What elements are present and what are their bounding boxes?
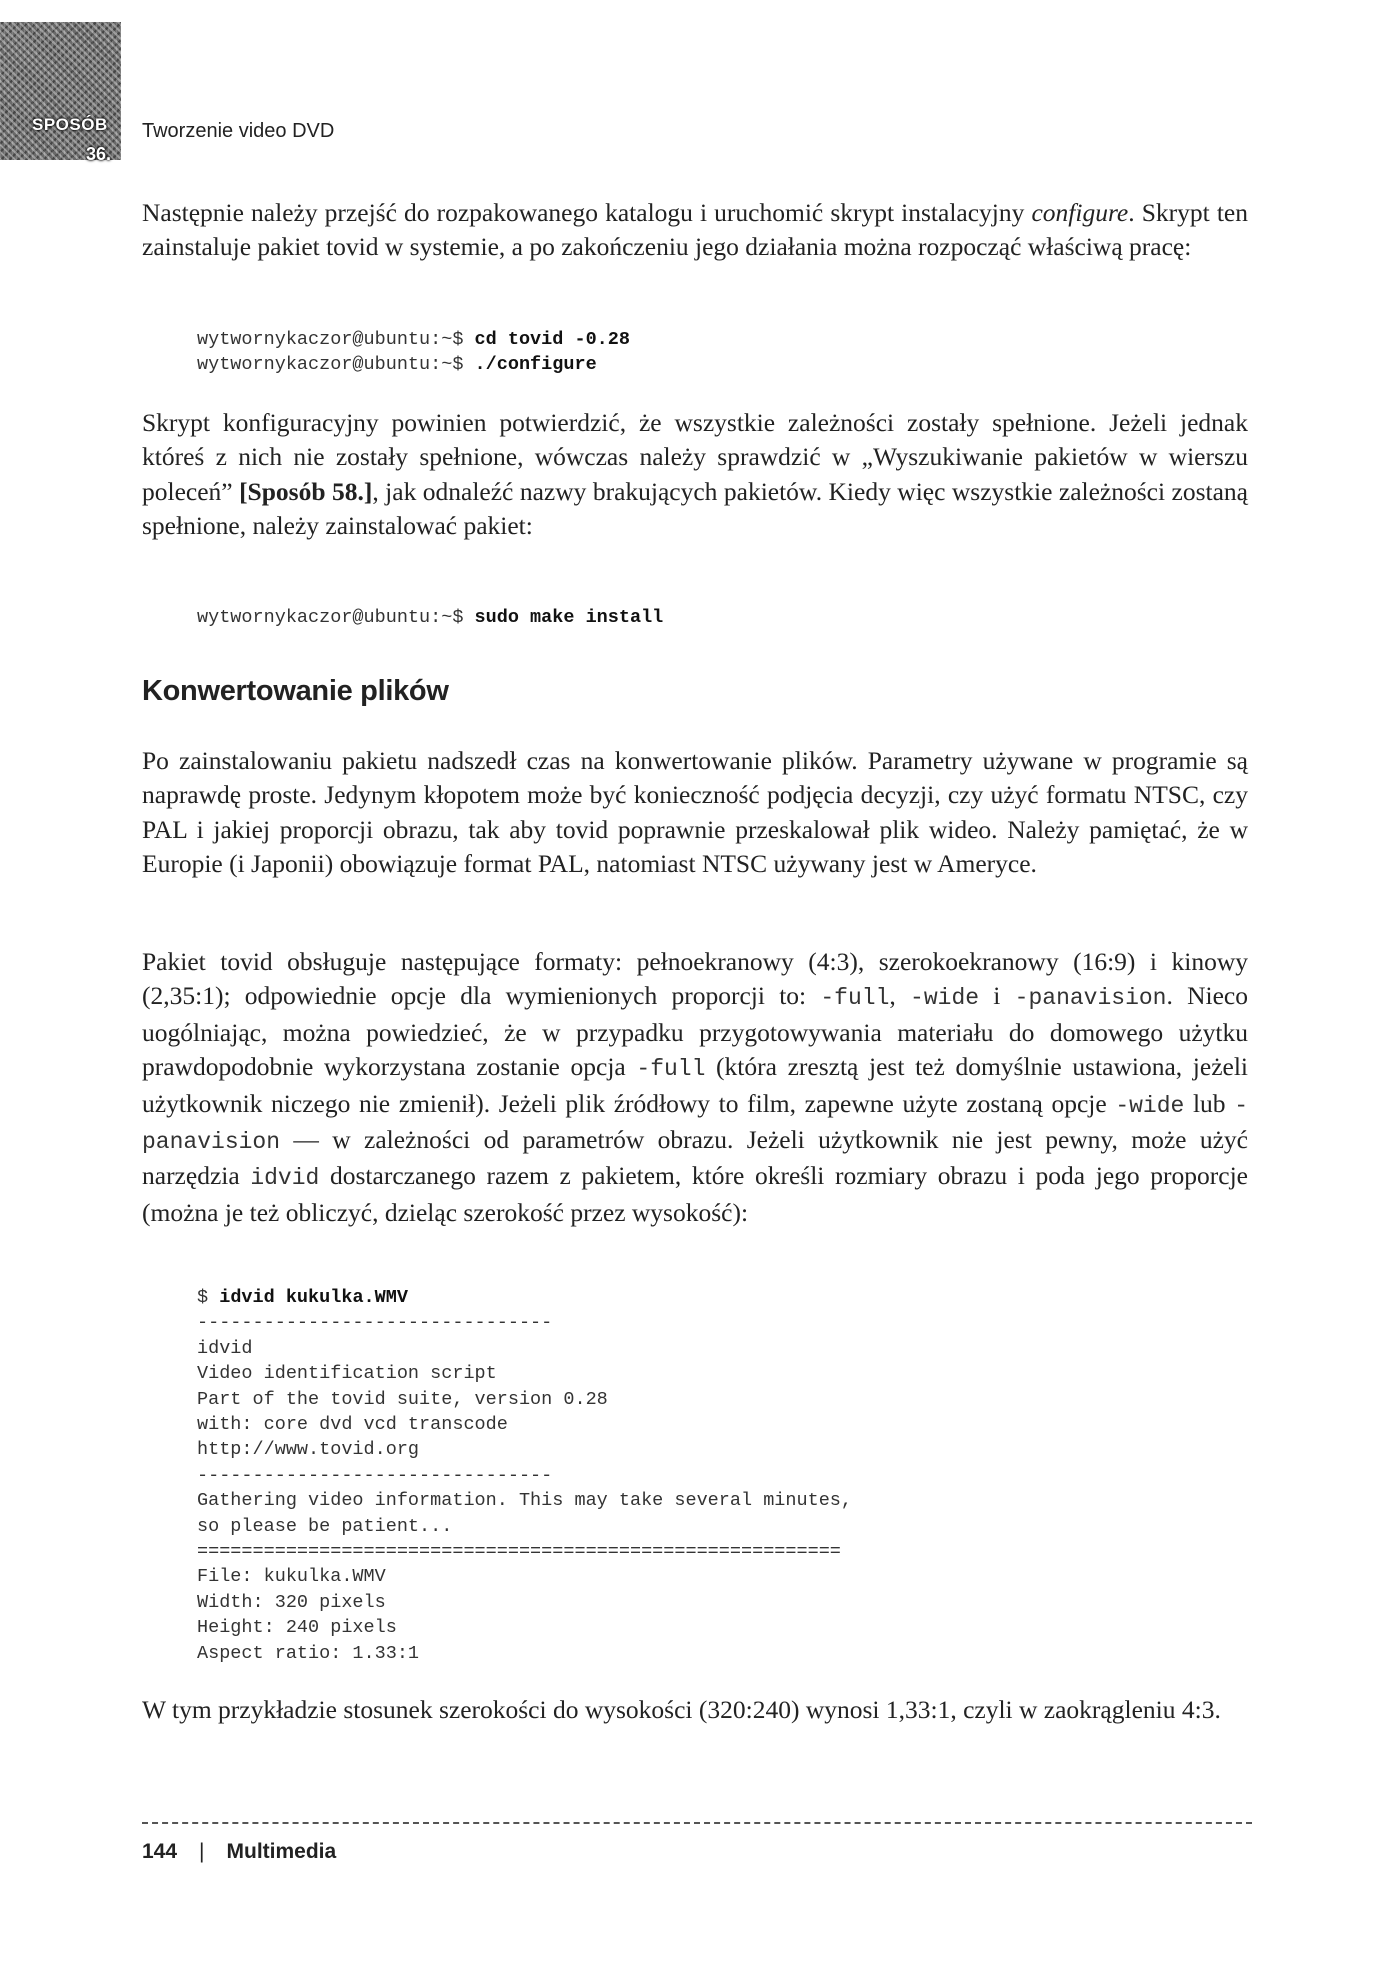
paragraph-2 bbox=[142, 406, 1248, 544]
code2-prompt: wytwornykaczor@ubuntu:~$ bbox=[197, 607, 475, 628]
p4-text-e: — w zależności od parametrów obrazu. Jeżeli użytkownik nie jest pewny, może użyć narzędzia bbox=[142, 1125, 1248, 1191]
code1-prompt-2: wytwornykaczor@ubuntu:~$ bbox=[197, 354, 475, 376]
p2-text-a: Skrypt konfiguracyjny powinien potwierdzić, że wszystkie zależności zostały spełnione. Jeżeli jednak któreś z nich nie zostały spełnione, wówczas należy sprawdzić w „Wyszukiwanie pakietów w wierszu poleceń” bbox=[142, 408, 1248, 506]
code3-output-line: idvid bbox=[197, 1337, 253, 1359]
code3-output-line: Width: 320 pixels bbox=[197, 1591, 386, 1613]
p1-text-b: . Skrypt ten zainstaluje pakiet tovid w systemie, a po zakończeniu jego działania można rozpocząć właściwą pracę: bbox=[142, 198, 1248, 262]
p2-reference: [Sposób 58.] bbox=[239, 476, 373, 506]
footer-rule bbox=[142, 1822, 1252, 1824]
paragraph-4 bbox=[142, 945, 1248, 1230]
code3-output-line: Aspect ratio: 1.33:1 bbox=[197, 1642, 420, 1664]
p4-text-f: dostarczanego razem z pakietem, które określi rozmiary obrazu i poda jego proporcje (można je też obliczyć, dzieląc szerokość przez wysokość): bbox=[142, 1161, 1248, 1227]
code3-output-line: Part of the tovid suite, version 0.28 bbox=[197, 1388, 608, 1410]
badge-number: 36. bbox=[86, 144, 112, 164]
paragraph-1 bbox=[142, 196, 1248, 265]
code3-output-line: ========================================================== bbox=[197, 1541, 841, 1563]
badge-label: SPOSÓB bbox=[32, 115, 108, 134]
code3-cmd: idvid kukulka.WMV bbox=[219, 1287, 408, 1308]
section-heading: Konwertowanie plików bbox=[142, 675, 449, 707]
p4-opt-panavision-2: -panavision bbox=[142, 1092, 1249, 1156]
p4-text-b: . Nieco uogólniając, można powiedzieć, że w przypadku przygotowywania materiału do domowego użytku prawdopodobnie wykorzystana zostanie opcja bbox=[142, 981, 1249, 1082]
code3-output-line: Height: 240 pixels bbox=[197, 1617, 397, 1639]
code3-output-line: File: kukulka.WMV bbox=[197, 1566, 386, 1588]
code-block-3 bbox=[197, 1285, 852, 1666]
p4-opt-full-2: -full bbox=[636, 1056, 706, 1083]
code-block-1 bbox=[197, 327, 630, 378]
running-title: Tworzenie video DVD bbox=[142, 120, 335, 142]
p4-opt-wide-2: -wide bbox=[1115, 1092, 1185, 1119]
p4-opt-panavision: -panavision bbox=[1014, 985, 1167, 1012]
p4-sep-1: , bbox=[889, 981, 911, 1011]
p2-text-b: , jak odnaleźć nazwy brakujących pakietów. Kiedy więc wszystkie zależności zostaną spełnione, należy zainstalować pakiet: bbox=[142, 476, 1248, 541]
code3-output-line: -------------------------------- bbox=[197, 1312, 553, 1334]
code3-output-line: Gathering video information. This may take several minutes, bbox=[197, 1490, 853, 1512]
code3-output-line: so please be patient... bbox=[197, 1515, 453, 1537]
code-block-2 bbox=[197, 605, 663, 630]
p1-configure: configure bbox=[1031, 198, 1129, 227]
code3-output-line: Video identification script bbox=[197, 1363, 497, 1385]
footer-separator: | bbox=[199, 1840, 205, 1863]
p1-text-a: Następnie należy przejść do rozpakowanego katalogu i uruchomić skrypt instalacyjny bbox=[142, 198, 1032, 227]
paragraph-5: W tym przykładzie stosunek szerokości do wysokości (320:240) wynosi 1,33:1, czyli w zaokrągleniu 4:3. bbox=[142, 1695, 1221, 1724]
code1-cmd-2: ./configure bbox=[474, 354, 597, 376]
p4-text-d: lub bbox=[1184, 1088, 1235, 1118]
p4-opt-wide: -wide bbox=[910, 985, 980, 1012]
code3-output-line: -------------------------------- bbox=[197, 1464, 553, 1486]
page-number: 144 bbox=[142, 1840, 178, 1863]
p4-tool-idvid: idvid bbox=[250, 1165, 320, 1192]
chapter-badge bbox=[0, 22, 121, 164]
code3-output-line: http://www.tovid.org bbox=[197, 1439, 420, 1461]
footer-chapter: Multimedia bbox=[226, 1840, 337, 1863]
p4-text-c: (która zresztą jest też domyślnie ustawiona, jeżeli użytkownik niczego nie zmienił). Jeżeli plik źródłowy to film, zapewne użyte zostaną opcje bbox=[142, 1052, 1248, 1118]
code3-prompt: $ bbox=[197, 1287, 220, 1308]
p4-opt-full: -full bbox=[820, 985, 890, 1012]
code1-prompt-1: wytwornykaczor@ubuntu:~$ bbox=[197, 329, 475, 350]
p4-sep-2: i bbox=[979, 981, 1015, 1011]
footer bbox=[142, 1840, 336, 1864]
paragraph-3: Po zainstalowaniu pakietu nadszedł czas na konwertowanie plików. Parametry używane w programie są naprawdę proste. Jedynym kłopotem może być konieczność podjęcia decyzji, czy użyć formatu NTSC, czy PAL i jakiej proporcji obrazu, tak aby tovid poprawnie przeskalował plik wideo. Należy pamiętać, że w Europie (i Japonii) obowiązuje format PAL, natomiast NTSC używany jest w Ameryce. bbox=[142, 746, 1248, 879]
code2-cmd: sudo make install bbox=[474, 607, 664, 628]
code1-cmd-1: cd tovid -0.28 bbox=[474, 329, 630, 350]
p4-text-a: Pakiet tovid obsługuje następujące formaty: pełnoekranowy (4:3), szerokoekranowy (16:9) i kinowy (2,35:1); odpowiednie opcje dla wymienionych proporcji to: bbox=[142, 947, 1248, 1011]
code3-output-line: with: core dvd vcd transcode bbox=[197, 1414, 508, 1436]
